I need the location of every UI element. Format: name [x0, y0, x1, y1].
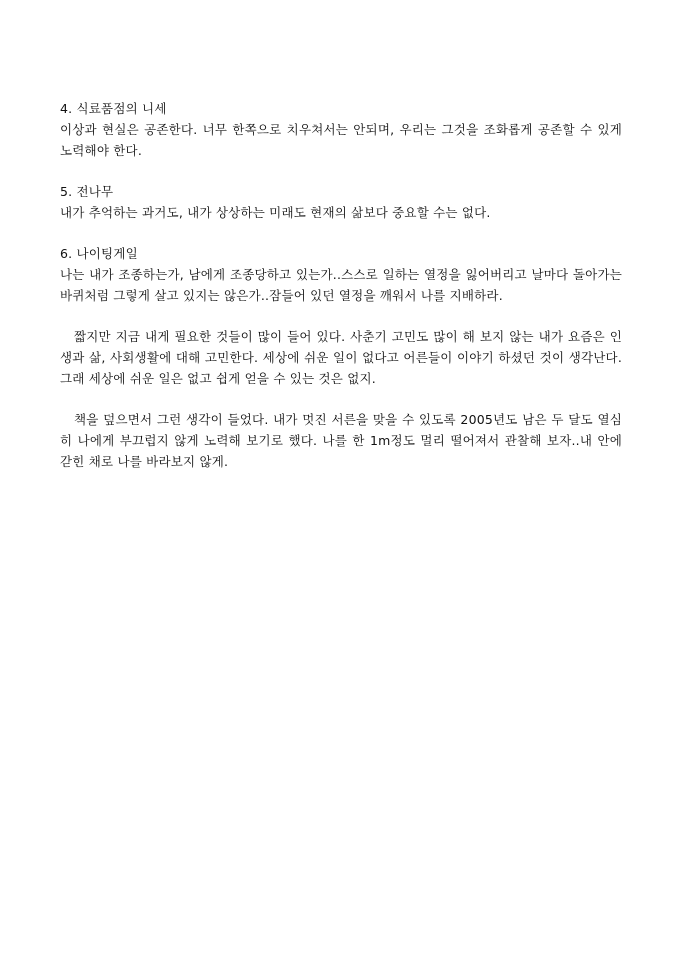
section-heading: 6. 나이팅게일: [60, 246, 138, 261]
section-grocery-nise: [60, 98, 622, 161]
section-body: 이상과 현실은 공존한다. 너무 한쪽으로 치우쳐서는 안되며, 우리는 그것을 조화롭게 공존할 수 있게 노력해야 한다.: [60, 122, 622, 158]
section-body: 나는 내가 조종하는가, 남에게 조종당하고 있는가..스스로 일하는 열정을 잃어버리고 날마다 돌아가는 바퀴처럼 그렇게 살고 있지는 않은가..잠들어 있던 열정을 깨워서 나를 지배하라.: [60, 267, 622, 303]
section-nightingale: [60, 243, 622, 306]
document-content: [60, 98, 622, 492]
section-heading: 4. 식료품점의 니세: [60, 101, 167, 116]
section-body: 내가 추억하는 과거도, 내가 상상하는 미래도 현재의 삶보다 중요할 수는 없다.: [60, 205, 491, 220]
section-fir-tree: [60, 181, 622, 223]
reflection-paragraph: 짧지만 지금 내게 필요한 것들이 많이 들어 있다. 사춘기 고민도 많이 해 보지 않는 내가 요즘은 인생과 삶, 사회생활에 대해 고민한다. 세상에 쉬운 일이 없다고 어른들이 이야기 하셨던 것이 생각난다. 그래 세상에 쉬운 일은 없고 쉽게 얻을 수 있는 것은 없지.: [60, 329, 622, 386]
section-heading: 5. 전나무: [60, 184, 114, 199]
closing-paragraph: 책을 덮으면서 그런 생각이 들었다. 내가 멋진 서른을 맞을 수 있도록 2005년도 남은 두 달도 열심히 나에게 부끄럽지 않게 노력해 보기로 했다. 나를 한 1m정도 멀리 떨어져서 관찰해 보자..내 안에 갇힌 채로 나를 바라보지 않게.: [60, 412, 622, 469]
